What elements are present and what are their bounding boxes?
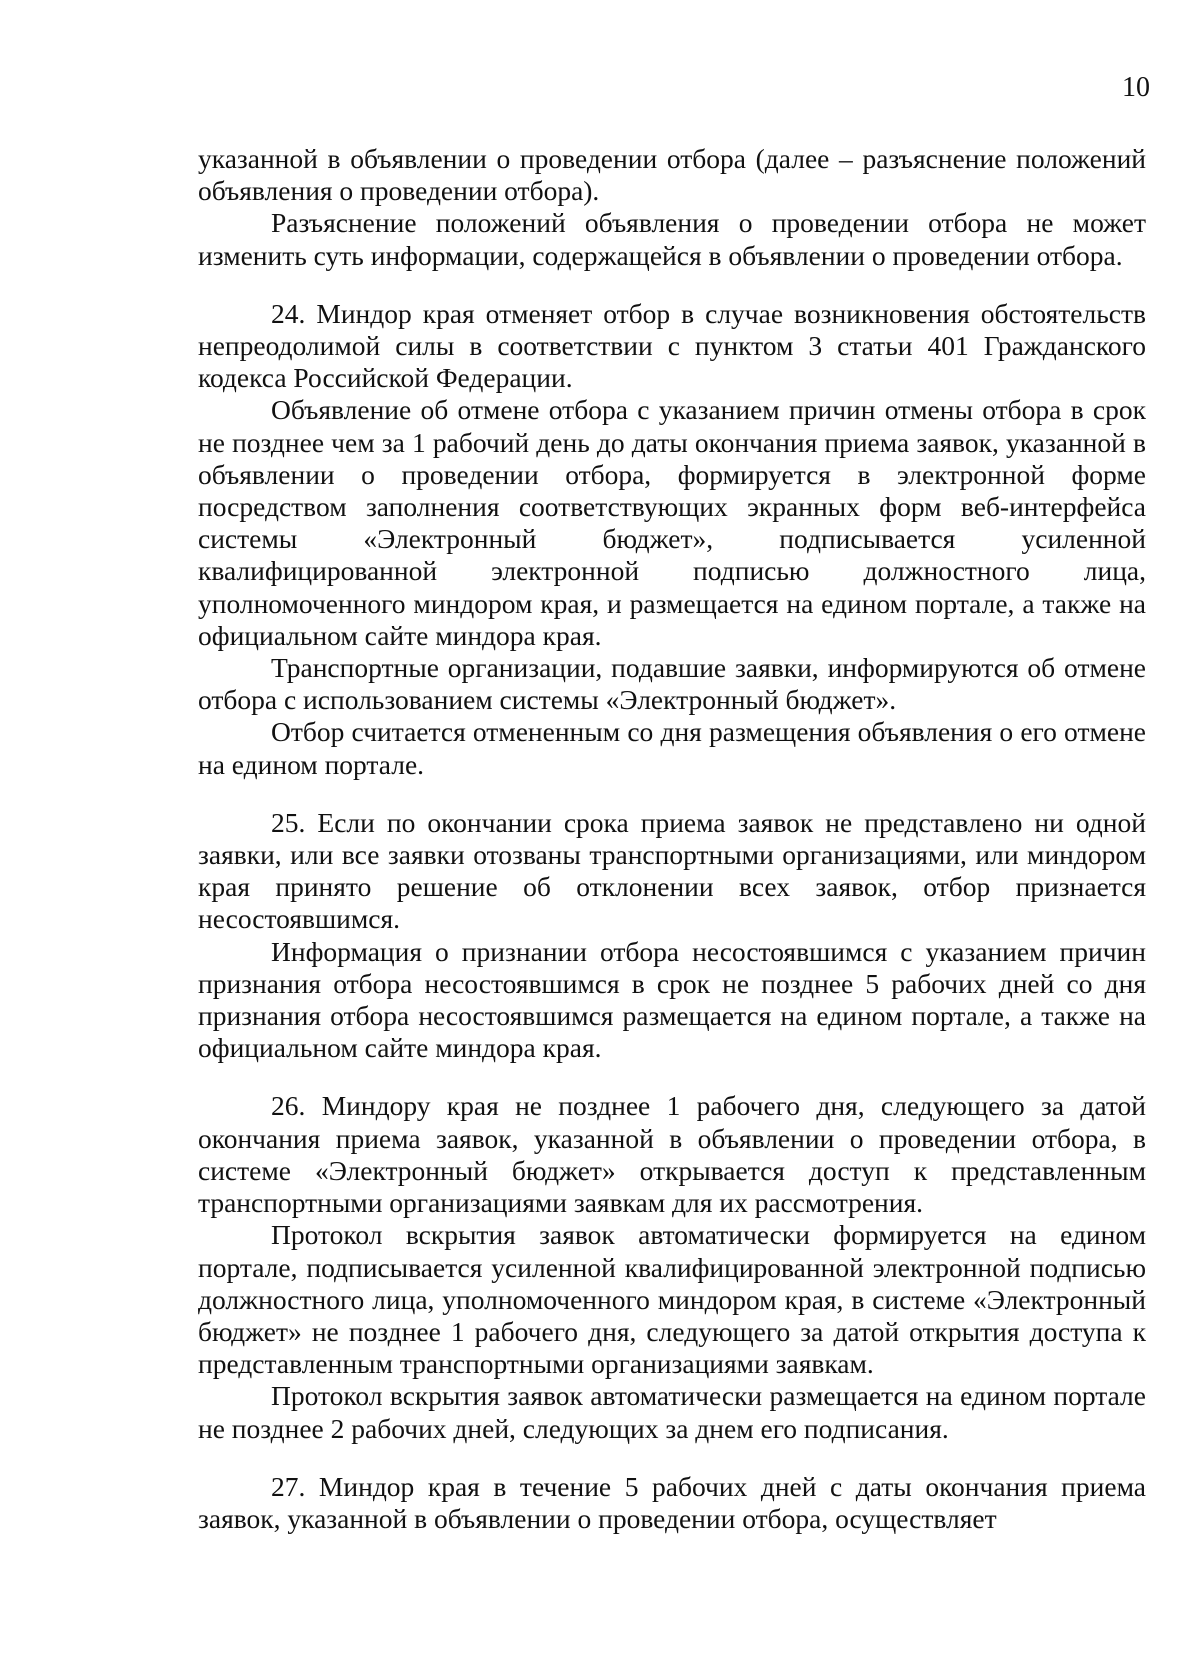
clause-24: 24. Миндор края отменяет отбор в случае возникновения обстоятельств непреодолимой силы в соответствии с пунктом 3 статьи 401 Гражданского кодекса Российской Федерации.	[198, 297, 1146, 394]
page-number: 10	[1122, 72, 1150, 103]
paragraph: Протокол вскрытия заявок автоматически формируется на едином портале, подписывается усиленной квалифицированной электронной подписью должностного лица, уполномоченного миндором края, в системе «Электронный бюджет» не позднее 1 рабочего дня, следующего за датой открытия доступа к представленным транспортными организациями заявкам.	[198, 1219, 1146, 1380]
section-gap	[198, 781, 1146, 807]
paragraph: Информация о признании отбора несостоявшимся с указанием причин признания отбора несостоявшимся в срок не позднее 5 рабочих дней со дня признания отбора несостоявшимся размещается на едином портале, а также на официальном сайте миндора края.	[198, 935, 1146, 1064]
clause-26: 26. Миндору края не позднее 1 рабочего дня, следующего за датой окончания приема заявок, указанной в объявлении о проведении отбора, в системе «Электронный бюджет» открывается доступ к представленным транспортными организациями заявкам для их рассмотрения.	[198, 1090, 1146, 1219]
section-gap	[198, 272, 1146, 298]
paragraph: Разъяснение положений объявления о проведении отбора не может изменить суть информации, содержащейся в объявлении о проведении отбора.	[198, 207, 1146, 271]
clause-27: 27. Миндор края в течение 5 рабочих дней с даты окончания приема заявок, указанной в объявлении о проведении отбора, осуществляет	[198, 1470, 1146, 1534]
document-body	[198, 143, 1146, 1535]
paragraph: Отбор считается отмененным со дня размещения объявления о его отмене на едином портале.	[198, 716, 1146, 780]
paragraph: Транспортные организации, подавшие заявки, информируются об отмене отбора с использованием системы «Электронный бюджет».	[198, 652, 1146, 716]
section-gap	[198, 1445, 1146, 1471]
paragraph: Объявление об отмене отбора с указанием причин отмены отбора в срок не позднее чем за 1 рабочий день до даты окончания приема заявок, указанной в объявлении о проведении отбора, формируется в электронной форме посредством заполнения соответствующих экранных форм веб-интерфейса системы «Электронный бюджет», подписывается усиленной квалифицированной электронной подписью должностного лица, уполномоченного миндором края, и размещается на едином портале, а также на официальном сайте миндора края.	[198, 394, 1146, 651]
paragraph-continuation: указанной в объявлении о проведении отбора (далее – разъяснение положений объявления о проведении отбора).	[198, 143, 1146, 207]
paragraph: Протокол вскрытия заявок автоматически размещается на едином портале не позднее 2 рабочих дней, следующих за днем его подписания.	[198, 1380, 1146, 1444]
clause-25: 25. Если по окончании срока приема заявок не представлено ни одной заявки, или все заявки отозваны транспортными организациями, или миндором края принято решение об отклонении всех заявок, отбор признается несостоявшимся.	[198, 806, 1146, 935]
section-gap	[198, 1064, 1146, 1090]
